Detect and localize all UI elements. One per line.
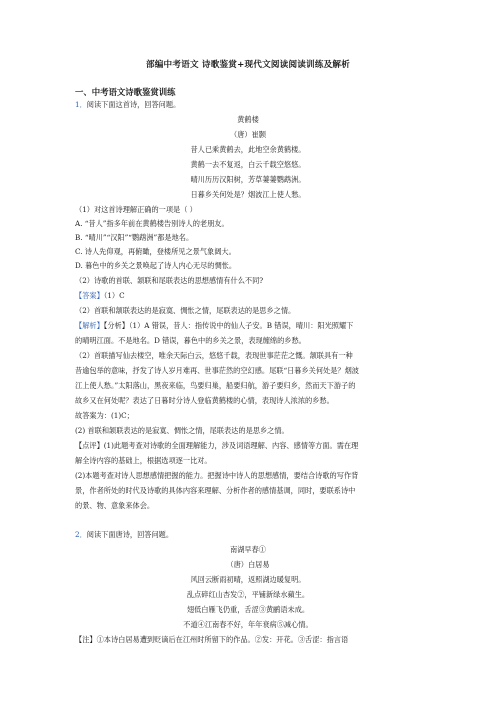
q1-analysis-line: 昔逾包举的意味，抒发了诗人岁月难再、世事茫然的空幻感。尾联“日暮乡关何处是？烟波 — [75, 366, 359, 375]
q1-analysis-line: 故乡又在何处呢？表达了日暮时分诗人登临黄鹤楼的心情，表现诗人浓浓的乡愁。 — [75, 396, 334, 405]
q1-option-d: D. 暮色中的乡关之景唤起了诗人内心无尽的惆怅。 — [75, 261, 237, 270]
q1-prompt-line — [75, 100, 180, 109]
q1-poem-author: （唐）崔颢 — [230, 130, 266, 139]
q1-poem-title: 黄鹤楼 — [237, 115, 259, 124]
q2-poem-line: 风回云断雨初晴，返照湖边暖复明。 — [190, 575, 306, 584]
q1-final-answer: 故答案为：(1)C； — [75, 411, 134, 420]
q1-comment-line: 解全诗内容的基础上，根据选项逐一比对。 — [75, 456, 212, 465]
q1-option-b: B. “晴川”“汉阳”“鹦鹉洲”都是地名。 — [75, 233, 194, 242]
section-heading: 一、中考语文诗歌鉴赏训练 — [75, 87, 176, 97]
analysis-text: 【分析】（1）A 错误，昔人：指传说中的仙人子安。B 错误，晴川：阳光照耀下 — [103, 321, 354, 330]
q1-analysis-line: 的晴明江面。不是地名。D 错误，暮色中的乡关之景，表现缠绵的乡愁。 — [75, 336, 306, 345]
q1-poem-line: 昔人已乘黄鹤去，此地空余黄鹤楼。 — [190, 145, 306, 154]
q2-poem-author: （唐）白居易 — [226, 560, 270, 569]
q1-poem-line: 晴川历历汉阳树，芳草萋萋鹦鹉洲。 — [190, 175, 306, 184]
q1-analysis-line — [75, 321, 353, 330]
q1-analysis-line: （2）首联描写仙去楼空，唯余天际白云，悠悠千载，表现世事茫茫之慨。颔联具有一种 — [75, 351, 353, 360]
q2-poem-line: 不道④江南春不好，年年衰病⑤减心情。 — [183, 620, 313, 629]
q2-note-line: 【注】①本诗白居易遭到贬谪后在江州时所留下的作品。②发：开花。③舌涩：指言语 — [75, 635, 349, 644]
q2-poem-line: 翅低白雁飞仍重，舌涩③黄鹂语未成。 — [186, 605, 310, 614]
q2-poem-title: 南湖早春① — [230, 545, 266, 554]
q1-sub1: （1）对这首诗理解正确的一项是（ ） — [75, 205, 197, 214]
q1-answer-line2: （2）首联和颔联表达的是寂寞、惆怅之情，尾联表达的是思乡之情。 — [75, 306, 296, 315]
q1-poem-line: 黄鹤一去不复返，白云千载空悠悠。 — [190, 160, 306, 169]
q2-prompt-line — [75, 530, 173, 539]
q1-sub2: （2）诗歌的首联、颔联和尾联表达的思想感情有什么不同? — [75, 276, 264, 285]
q1-analysis-line: 江上使人愁。”太阳落山，黑夜来临，鸟要归巢，船要归航，游子要归乡，然而天下游子的 — [75, 381, 356, 390]
q1-prompt: 阅读下面这首诗，回答问题。 — [86, 100, 181, 109]
q1-poem-line: 日暮乡关何处是？烟波江上使人愁。 — [190, 190, 306, 199]
q2-number: 2． — [75, 530, 87, 539]
q2-poem-line: 乱点碎红山杏发②，平铺新绿水蘋生。 — [186, 590, 310, 599]
answer-tag: 【答案】 — [75, 291, 104, 300]
q1-comment-line: 的景、物、意象来体会。 — [75, 501, 155, 510]
q1-comment-line: (2)本题考查对诗人思想感情把握的能力。把握诗中诗人的思想感情，要结合诗歌的写作背 — [75, 471, 359, 480]
analysis-tag: 【解析】 — [75, 321, 104, 330]
q1-number: 1． — [75, 100, 87, 109]
q1-option-c: C. 诗人先仰观，再俯瞰，登楼所见之景气象阔大。 — [75, 247, 236, 256]
q1-final-answer: (2) 首联和颔联表达的是寂寞、惆怅之情，尾联表达的是思乡之情。 — [75, 426, 289, 435]
answer-text: （1）C — [103, 291, 125, 300]
q2-prompt: 阅读下面唐诗，回答问题。 — [86, 530, 174, 539]
document-title: 部编中考语文 诗歌鉴赏+现代文阅读阅读训练及解析 — [145, 60, 351, 70]
q1-answer-line — [75, 291, 125, 300]
q1-comment-line: 【点评】(1)此题考查对诗歌的全面理解能力，涉及词语理解、内容、感情等方面。需在理 — [75, 441, 359, 450]
q1-option-a: A. “昔人”指多年前在黄鹤楼告别诗人的老朋友。 — [75, 219, 229, 228]
q1-comment-line: 景，作者所处的时代及诗歌的具体内容来理解、分析作者的感情基调，同时，要联系诗中 — [75, 486, 356, 495]
